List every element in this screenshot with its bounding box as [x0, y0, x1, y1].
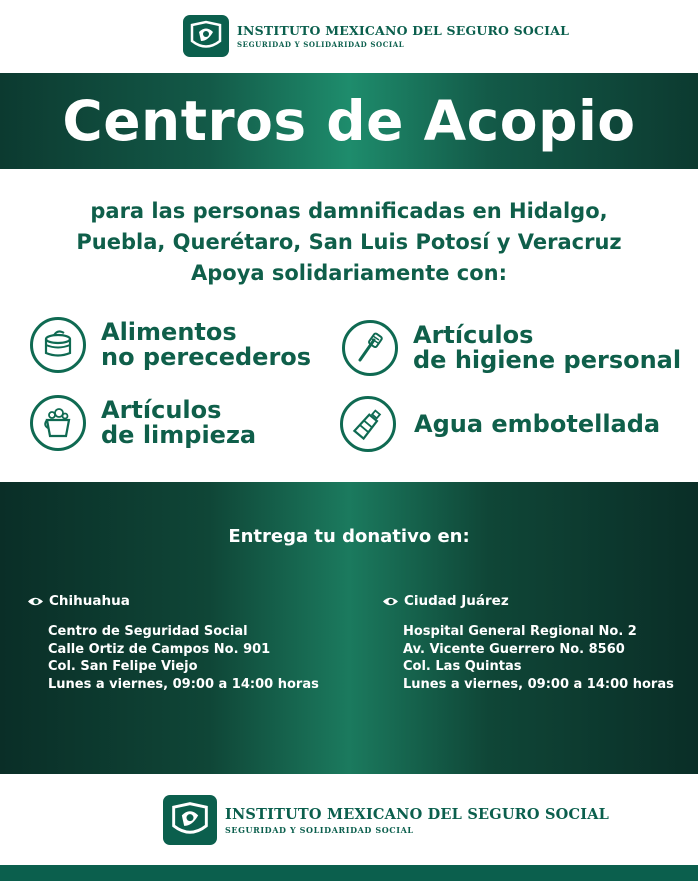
address-line: Centro de Seguridad Social	[48, 624, 248, 639]
supply-label-line1: Artículos	[413, 321, 534, 349]
location-city: Chihuahua	[49, 593, 130, 609]
water-bottle-icon	[340, 396, 396, 452]
title-banner	[0, 73, 698, 169]
cleaning-bucket-icon	[30, 395, 86, 451]
location-pin-icon	[382, 596, 399, 607]
address-line: Calle Ortiz de Campos No. 901	[48, 641, 271, 657]
supply-item-cleaning	[30, 395, 256, 451]
header-logo	[183, 15, 569, 57]
location-pin-icon	[27, 596, 44, 607]
address-line: Col. Las Quintas	[403, 659, 522, 674]
org-name: INSTITUTO MEXICANO DEL SEGURO SOCIAL	[237, 23, 570, 38]
location-ciudad-juarez	[382, 593, 674, 693]
schedule-line: Lunes a viernes, 09:00 a 14:00 horas	[403, 676, 674, 692]
page-title: Centros de Acopio	[62, 89, 636, 153]
canned-food-icon	[30, 317, 86, 373]
supply-label-line2: de limpieza	[101, 421, 257, 449]
supply-label-line2: no perecederos	[101, 343, 312, 371]
footer-logo	[163, 795, 609, 845]
intro-text	[0, 196, 698, 289]
supply-item-hygiene	[342, 320, 681, 376]
supply-item-water	[340, 396, 660, 452]
org-name: INSTITUTO MEXICANO DEL SEGURO SOCIAL	[225, 805, 610, 823]
location-chihuahua	[27, 593, 319, 693]
address-line: Col. San Felipe Viejo	[48, 659, 198, 674]
imss-eagle-logo-icon	[163, 795, 217, 845]
intro-line-3: Apoya solidariamente con:	[190, 261, 508, 285]
address-line: Hospital General Regional No. 2	[403, 624, 637, 639]
toothbrush-icon	[342, 320, 398, 376]
supply-item-food	[30, 317, 311, 373]
schedule-line: Lunes a viernes, 09:00 a 14:00 horas	[48, 676, 319, 692]
supply-label-line1: Alimentos	[101, 318, 237, 346]
footer-bar	[0, 865, 698, 881]
org-tagline: SEGURIDAD Y SOLIDARIDAD SOCIAL	[237, 40, 405, 49]
address-line: Av. Vicente Guerrero No. 8560	[403, 641, 625, 657]
supply-label-line2: de higiene personal	[413, 346, 682, 374]
supply-label-line1: Agua embotellada	[414, 409, 661, 438]
supply-label-line1: Artículos	[101, 396, 222, 424]
donation-heading: Entrega tu donativo en:	[228, 526, 470, 547]
intro-line-2: Puebla, Querétaro, San Luis Potosí y Veracruz	[76, 230, 622, 254]
location-city: Ciudad Juárez	[404, 593, 509, 609]
intro-line-1: para las personas damnificadas en Hidalgo,	[90, 199, 608, 223]
org-tagline: SEGURIDAD Y SOLIDARIDAD SOCIAL	[225, 824, 414, 835]
imss-eagle-logo-icon	[183, 15, 229, 57]
